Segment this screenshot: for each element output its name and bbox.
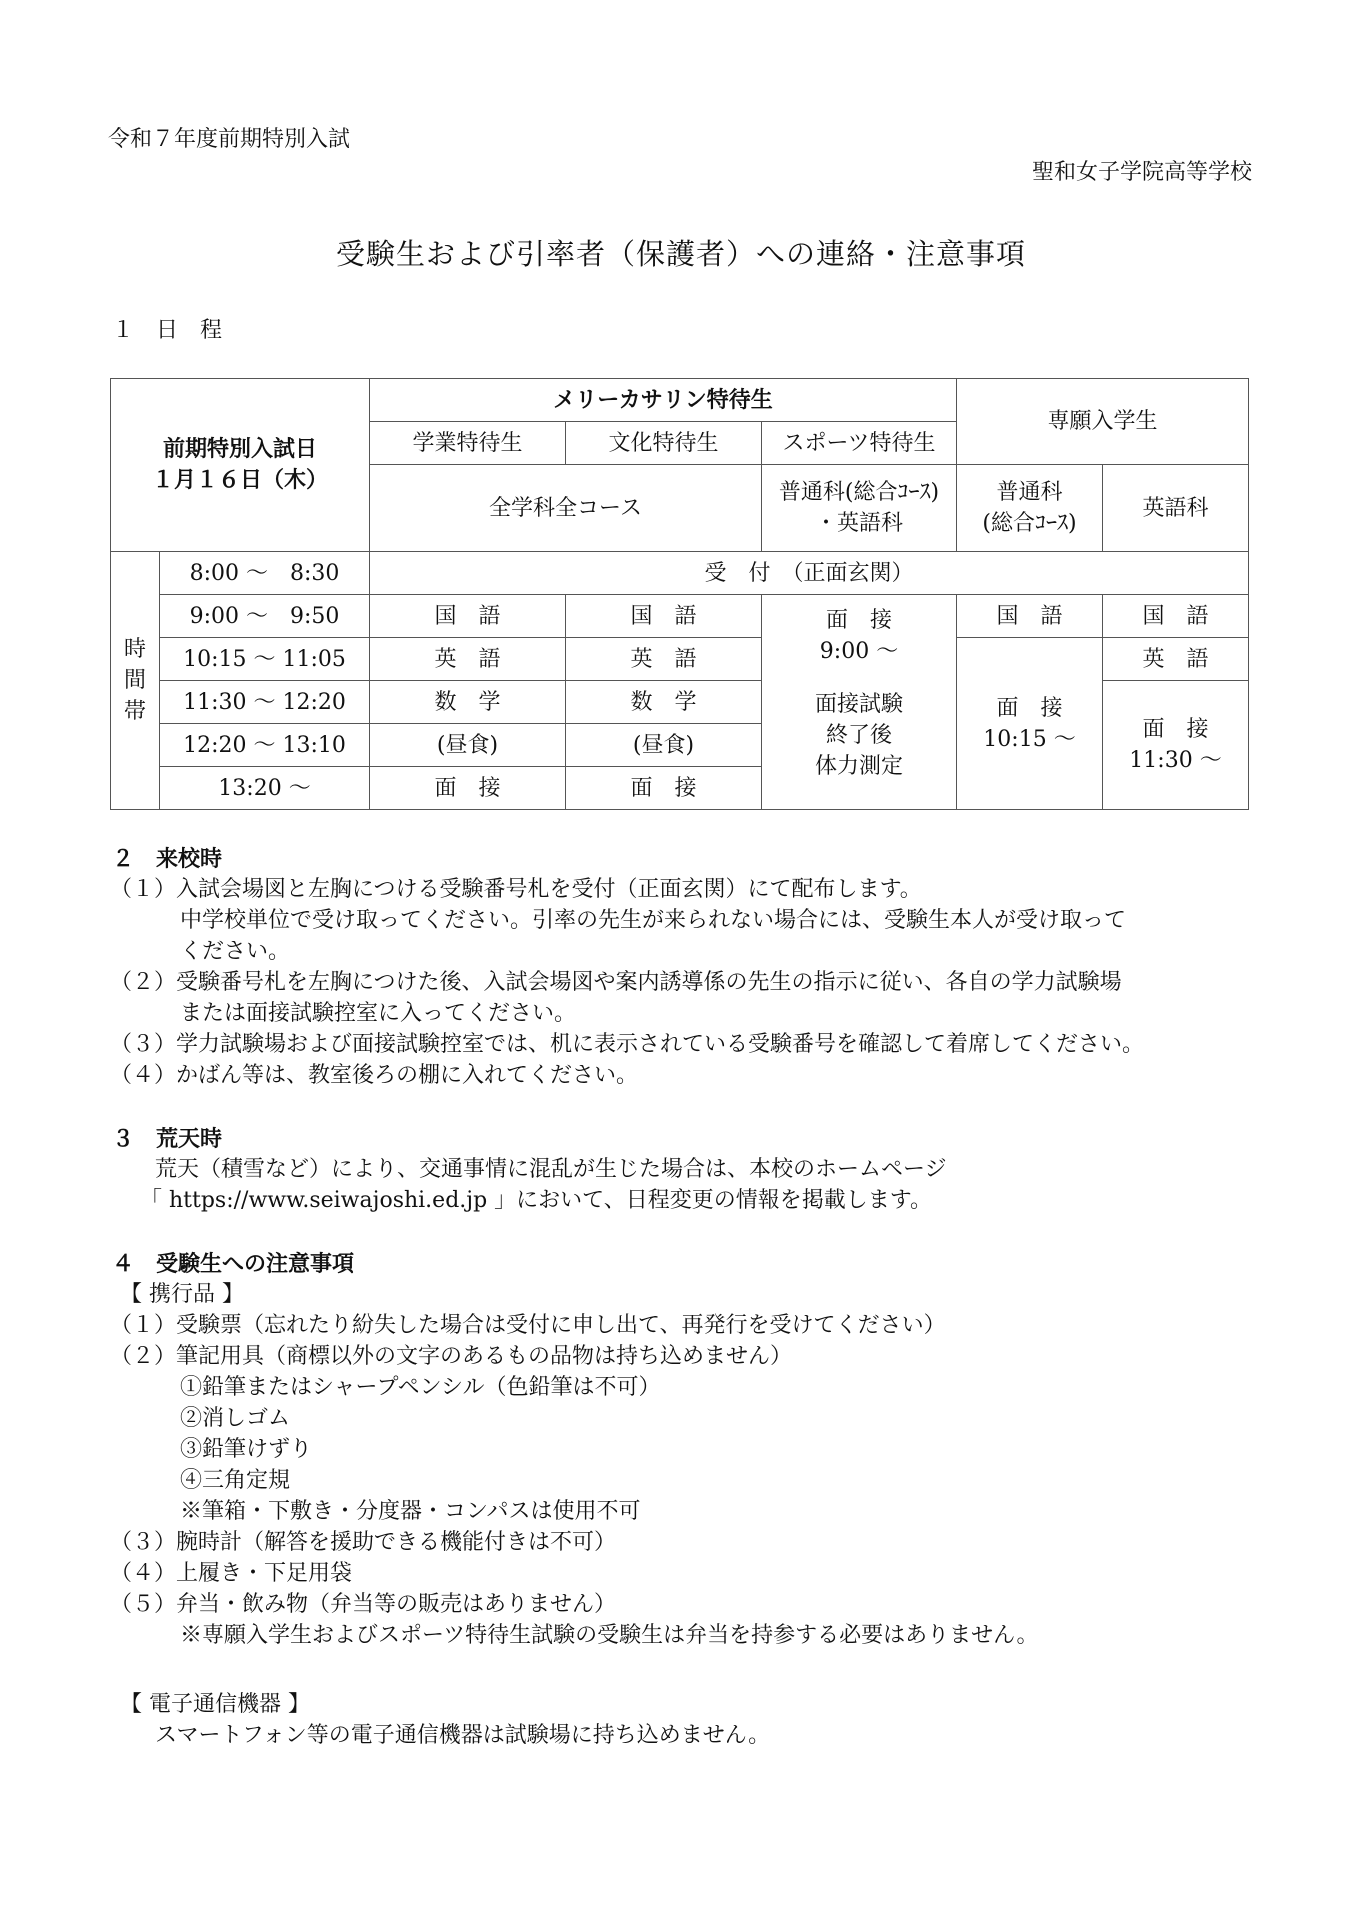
schedule-table	[110, 378, 1249, 810]
text-line: （２）受験番号札を左胸につけた後、入試会場図や案内誘導係の先生の指示に従い、各自の学力試験場	[110, 970, 1122, 995]
text-line: （３）腕時計（解答を援助できる機能付きは不可）	[110, 1530, 617, 1555]
dept-sports	[762, 465, 957, 552]
time-band-char: 帯	[123, 699, 146, 724]
sports-after-1: 面接試験	[814, 692, 903, 717]
text-line: 中学校単位で受け取ってください。引率の先生が来られない場合には、受験生本人が受け取って	[180, 908, 1127, 933]
exam-name: 令和７年度前期特別入試	[108, 127, 351, 152]
group-senngan: 専願入学生	[957, 379, 1249, 465]
english-japanese: 国 語	[1103, 595, 1249, 638]
academic-cell: 国 語	[370, 595, 566, 638]
general-interview-cell	[957, 638, 1103, 810]
section-heading: ２ 来校時	[112, 846, 223, 872]
sports-after-3: 体力測定	[814, 754, 903, 779]
time-slot: 13:20 〜	[160, 767, 370, 810]
date-cell	[111, 379, 370, 552]
text-line: ※専願入学生およびスポーツ特待生試験の受験生は弁当を持参する必要はありません。	[180, 1623, 1039, 1648]
text-line: （４）かばん等は、教室後ろの棚に入れてください。	[110, 1063, 639, 1088]
date-value: １月１６日（木）	[151, 467, 328, 493]
text-line: （４）上履き・下足用袋	[110, 1561, 353, 1586]
general-interview: 面 接	[996, 695, 1063, 721]
english-english: 英 語	[1103, 638, 1249, 681]
culture-cell: 面 接	[566, 767, 762, 810]
reception-cell: 受 付 （正面玄関）	[370, 552, 1249, 595]
text-line: （２）筆記用具（商標以外の文字のあるもの品物は持ち込めません）	[110, 1344, 793, 1369]
section-heading: ４ 受験生への注意事項	[112, 1251, 355, 1277]
section-heading: ３ 荒天時	[112, 1126, 223, 1152]
text-line: ※筆箱・下敷き・分度器・コンパスは使用不可	[180, 1499, 641, 1524]
website-link-line: 「 https://www.seiwajoshi.ed.jp 」において、日程変更の情報を掲載します。	[140, 1188, 932, 1213]
subsection-heading: 【 電子通信機器 】	[120, 1692, 310, 1717]
text-line: ②消しゴム	[180, 1406, 291, 1431]
text-line: （１）受験票（忘れたり紛失した場合は受付に申し出て、再発行を受けてください）	[110, 1313, 946, 1338]
text-line: スマートフォン等の電子通信機器は試験場に持ち込めません。	[155, 1723, 771, 1748]
time-slot: 10:15 〜 11:05	[160, 638, 370, 681]
col-sports: スポーツ特待生	[762, 422, 957, 465]
culture-cell: (昼食)	[566, 724, 762, 767]
dept-general-line2: (総合ｺｰｽ)	[982, 511, 1077, 536]
text-line: 荒天（積雪など）により、交通事情に混乱が生じた場合は、本校のホームページ	[155, 1157, 947, 1182]
english-interview-cell	[1103, 681, 1249, 810]
english-interview-time: 11:30 〜	[1129, 748, 1222, 773]
text-line: または面接試験控室に入ってください。	[180, 1001, 577, 1026]
general-interview-time: 10:15 〜	[983, 726, 1076, 752]
text-line: ください。	[180, 939, 291, 964]
english-interview: 面 接	[1142, 717, 1209, 742]
sports-cell	[762, 595, 957, 810]
time-band-char: 時	[123, 637, 146, 662]
dept-english: 英語科	[1103, 465, 1249, 552]
time-slot: 11:30 〜 12:20	[160, 681, 370, 724]
sports-interview: 面 接	[825, 608, 892, 633]
text-line: ④三角定規	[180, 1468, 291, 1493]
academic-cell: 英 語	[370, 638, 566, 681]
culture-cell: 数 学	[566, 681, 762, 724]
text-line: （１）入試会場図と左胸につける受験番号札を受付（正面玄関）にて配布します。	[110, 877, 922, 902]
general-japanese: 国 語	[957, 595, 1103, 638]
school-name: 聖和女子学院高等学校	[1031, 160, 1252, 185]
date-label: 前期特別入試日	[162, 436, 317, 462]
sports-interview-time: 9:00 〜	[819, 639, 899, 664]
sports-after-2: 終了後	[825, 723, 892, 748]
academic-cell: 面 接	[370, 767, 566, 810]
subsection-heading: 【 携行品 】	[120, 1282, 244, 1307]
col-academic: 学業特待生	[370, 422, 566, 465]
text-line: （３）学力試験場および面接試験控室では、机に表示されている受験番号を確認して着席してください。	[110, 1032, 1145, 1057]
dept-sports-line2: ・英語科	[814, 511, 903, 536]
text-line: （５）弁当・飲み物（弁当等の販売はありません）	[110, 1592, 617, 1617]
academic-cell: 数 学	[370, 681, 566, 724]
text-line: ①鉛筆またはシャープペンシル（色鉛筆は不可）	[180, 1375, 661, 1400]
dept-general-line1: 普通科	[996, 480, 1063, 505]
page-title: 受験生および引率者（保護者）への連絡・注意事項	[335, 237, 1026, 271]
time-band-char: 間	[123, 668, 146, 693]
col-culture: 文化特待生	[566, 422, 762, 465]
dept-all: 全学科全コース	[370, 465, 762, 552]
dept-sports-line1: 普通科(総合ｺｰｽ)	[778, 480, 940, 505]
time-slot: 8:00 〜 8:30	[160, 552, 370, 595]
time-slot: 9:00 〜 9:50	[160, 595, 370, 638]
dept-general	[957, 465, 1103, 552]
group-mary: メリーカサリン特待生	[370, 379, 957, 422]
schedule-heading: １ 日 程	[112, 318, 223, 343]
text-line: ③鉛筆けずり	[180, 1437, 313, 1462]
culture-cell: 国 語	[566, 595, 762, 638]
academic-cell: (昼食)	[370, 724, 566, 767]
time-slot: 12:20 〜 13:10	[160, 724, 370, 767]
culture-cell: 英 語	[566, 638, 762, 681]
time-band-label	[111, 552, 160, 810]
